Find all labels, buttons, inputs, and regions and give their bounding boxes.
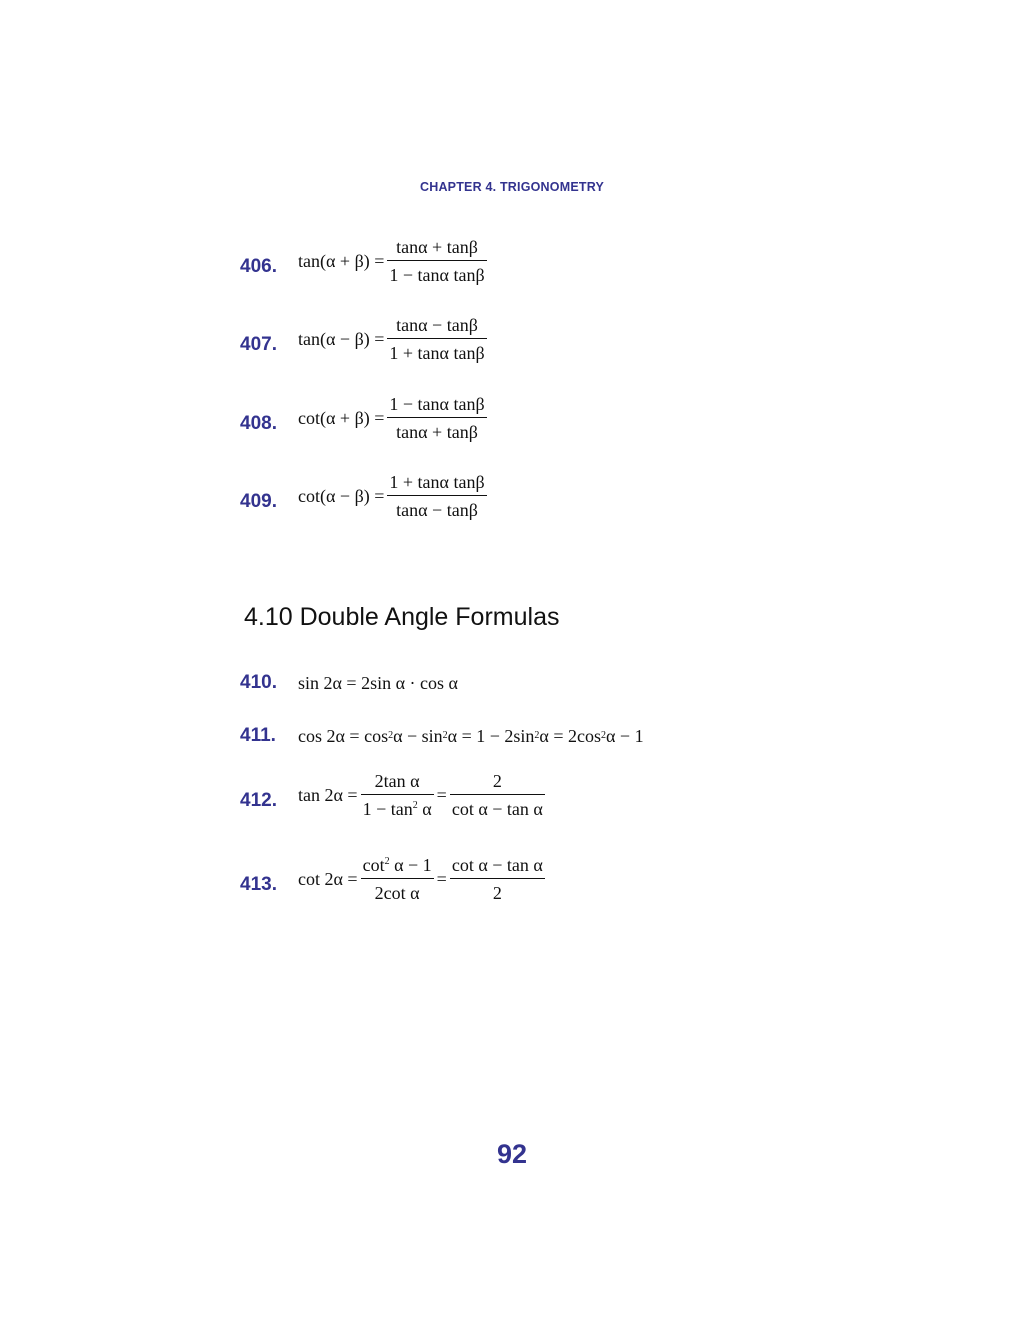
numerator	[361, 856, 434, 879]
expr-part: α = 2cos	[539, 726, 601, 746]
formula-413	[0, 856, 1024, 916]
numerator: cot α − tan α	[450, 856, 545, 879]
page-number: 92	[496, 1139, 528, 1169]
denominator: 2cot α	[374, 883, 420, 903]
formula-number: 406.	[240, 256, 277, 277]
formula-410	[0, 673, 1024, 733]
formula-409	[0, 473, 1024, 533]
formula-412	[0, 772, 1024, 832]
formula-expression: sin 2α = 2sin α · cos α	[298, 673, 458, 693]
formula-number: 412.	[240, 790, 277, 811]
formula-lhs: cot(α + β) =	[298, 408, 385, 428]
denominator: 1 − tanα tanβ	[389, 265, 485, 285]
numerator: 2	[450, 772, 545, 795]
running-head: CHAPTER 4. TRIGONOMETRY	[419, 180, 604, 194]
exponent: 2	[384, 856, 390, 867]
fraction	[361, 856, 434, 902]
formula-lhs: tan 2α =	[298, 785, 358, 805]
denominator: cot α − tan α	[451, 799, 543, 819]
denominator: tanα + tanβ	[396, 422, 478, 442]
numerator: 1 − tanα tanβ	[387, 395, 486, 418]
formula-number: 409.	[240, 491, 277, 512]
denominator: 2	[492, 883, 502, 903]
formula-expression: cos 2α = cos 2 α − sin 2 α = 1 − 2sin 2 α = 2cos 2 α − 1	[298, 726, 644, 746]
denominator: tanα − tanβ	[396, 500, 478, 520]
expr-part: α − 1	[389, 855, 432, 875]
equals-sign: =	[436, 785, 447, 805]
expr-part: α	[417, 799, 432, 819]
expr-part: α = 1 − 2sin	[447, 726, 535, 746]
equals-sign: =	[436, 869, 447, 889]
formula-number: 408.	[240, 413, 277, 434]
formula-408	[0, 395, 1024, 455]
numerator: tanα + tanβ	[387, 238, 486, 261]
formula-number: 413.	[240, 874, 277, 895]
formula-expression	[298, 856, 548, 902]
formula-lhs: tan(α − β) =	[298, 329, 385, 349]
formula-lhs: cot 2α =	[298, 869, 358, 889]
formula-expression	[298, 395, 490, 441]
fraction	[387, 473, 486, 519]
formula-expression	[298, 238, 490, 284]
exponent: 2	[412, 800, 418, 811]
formula-number: 410.	[240, 672, 277, 693]
formula-lhs: tan(α + β) =	[298, 251, 385, 271]
formula-406	[0, 238, 1024, 298]
fraction	[387, 395, 486, 441]
formula-expression	[298, 316, 490, 362]
numerator: tanα − tanβ	[387, 316, 486, 339]
formula-number: 407.	[240, 334, 277, 355]
numerator: 1 + tanα tanβ	[387, 473, 486, 496]
expr-part: cos 2α = cos	[298, 726, 389, 746]
formula-number: 411.	[240, 725, 276, 746]
expr-part: α − sin	[393, 726, 443, 746]
section-title: 4.10 Double Angle Formulas	[244, 603, 560, 631]
fraction	[387, 316, 486, 362]
fraction	[450, 772, 545, 818]
fraction	[361, 772, 434, 818]
denominator	[361, 795, 434, 818]
denominator: 1 + tanα tanβ	[389, 343, 485, 363]
formula-expression	[298, 473, 490, 519]
formula-407	[0, 316, 1024, 376]
expr-part: 1 − tan	[362, 799, 413, 819]
expr-part: α − 1	[606, 726, 644, 746]
fraction	[450, 856, 545, 902]
fraction	[387, 238, 486, 284]
expr-part: cot	[362, 855, 385, 875]
formula-lhs: cot(α − β) =	[298, 486, 385, 506]
numerator: 2tan α	[361, 772, 434, 795]
formula-expression	[298, 772, 548, 818]
